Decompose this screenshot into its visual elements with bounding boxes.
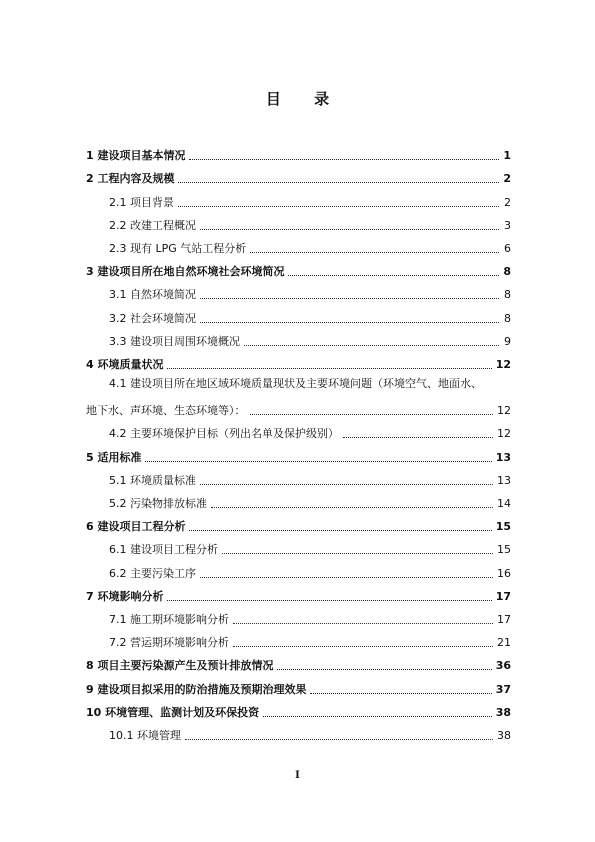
dot-leader — [185, 739, 493, 740]
toc-entry-label-line1: 4.1 建设项目所在地区域环境质量现状及主要环境问题（环境空气、地面水、 — [109, 376, 482, 390]
toc-entry-label: 5.1 环境质量标准 — [109, 473, 196, 487]
toc-entry-label: 3.2 社会环境简况 — [109, 311, 196, 325]
toc-entry-label: 2.1 项目背景 — [109, 195, 174, 209]
dot-leader — [200, 229, 499, 230]
toc-entry-label: 6.2 主要污染工序 — [109, 566, 196, 580]
dot-leader — [145, 461, 491, 462]
toc-entry-page: 2 — [504, 195, 511, 209]
dot-leader — [250, 252, 499, 253]
toc-entry[interactable] — [86, 372, 511, 418]
table-of-contents — [86, 140, 511, 743]
toc-entry-line2 — [86, 395, 511, 418]
toc-entry-page: 12 — [497, 404, 511, 418]
toc-entry-label: 2 工程内容及规模 — [86, 172, 175, 186]
toc-entry-page: 8 — [503, 265, 511, 279]
toc-entry[interactable] — [86, 233, 511, 256]
toc-entry-label: 1 建设项目基本情况 — [86, 149, 186, 163]
dot-leader — [233, 623, 493, 624]
toc-entry-page: 3 — [504, 218, 511, 232]
toc-entry-page: 8 — [504, 288, 511, 302]
dot-leader — [222, 553, 493, 554]
dot-leader — [244, 345, 499, 346]
dot-leader — [310, 693, 491, 694]
toc-entry[interactable] — [86, 604, 511, 627]
toc-title: 目 录 — [265, 90, 344, 108]
toc-entry-label: 3 建设项目所在地自然环境社会环境简况 — [86, 265, 285, 279]
toc-entry[interactable] — [86, 140, 511, 163]
toc-entry-page: 1 — [503, 149, 511, 163]
toc-entry-page: 13 — [497, 473, 511, 487]
toc-entry-label: 7.1 施工期环境影响分析 — [109, 612, 229, 626]
toc-entry-page: 16 — [497, 566, 511, 580]
toc-entry-page: 21 — [497, 636, 511, 650]
toc-entry-page: 38 — [497, 728, 511, 742]
dot-leader — [189, 530, 491, 531]
dot-leader — [288, 275, 499, 276]
toc-entry[interactable] — [86, 650, 511, 673]
toc-entry-label: 5 适用标准 — [86, 450, 142, 464]
toc-entry-page: 12 — [497, 427, 511, 441]
toc-entry-page: 15 — [497, 543, 511, 557]
toc-entry[interactable] — [86, 441, 511, 464]
toc-entry-label: 10.1 环境管理 — [109, 728, 181, 742]
toc-entry-page: 37 — [495, 682, 511, 696]
toc-entry-label: 5.2 污染物排放标准 — [109, 497, 207, 511]
toc-entry-label: 3.3 建设项目周围环境概况 — [109, 334, 240, 348]
toc-entry-page: 8 — [504, 311, 511, 325]
dot-leader — [200, 484, 493, 485]
toc-entry[interactable] — [86, 302, 511, 325]
toc-entry-label: 4 环境质量状况 — [86, 357, 164, 371]
dot-leader — [343, 437, 493, 438]
dot-leader — [263, 716, 492, 717]
toc-entry-label: 2.3 现有 LPG 气站工程分析 — [109, 241, 247, 255]
dot-leader — [277, 669, 491, 670]
toc-entry[interactable] — [86, 279, 511, 302]
toc-entry-label: 2.2 改建工程概况 — [109, 218, 196, 232]
toc-entry-label: 8 项目主要污染源产生及预计排放情况 — [86, 659, 274, 673]
dot-leader — [178, 182, 499, 183]
toc-entry-page: 12 — [495, 357, 511, 371]
toc-entry[interactable] — [86, 511, 511, 534]
page-number: I — [295, 770, 300, 781]
toc-entry-label-line2: 地下水、声环境、生态环境等）： — [86, 404, 246, 418]
toc-entry[interactable] — [86, 488, 511, 511]
toc-entry[interactable] — [86, 627, 511, 650]
toc-entry[interactable] — [86, 349, 511, 372]
toc-entry-label: 7.2 营运期环境影响分析 — [109, 636, 229, 650]
toc-entry-label: 7 环境影响分析 — [86, 589, 164, 603]
toc-entry-page: 6 — [504, 241, 511, 255]
toc-entry[interactable] — [86, 581, 511, 604]
toc-entry-page: 2 — [503, 172, 511, 186]
toc-entry[interactable] — [86, 186, 511, 209]
dot-leader — [167, 600, 491, 601]
toc-entry-page: 9 — [504, 334, 511, 348]
toc-entry[interactable] — [86, 210, 511, 233]
toc-entry-label: 10 环境管理、监测计划及环保投资 — [86, 705, 260, 719]
toc-entry-label: 9 建设项目拟采用的防治措施及预期治理效果 — [86, 682, 307, 696]
toc-entry[interactable] — [86, 534, 511, 557]
toc-entry-label: 3.1 自然环境简况 — [109, 288, 196, 302]
toc-entry[interactable] — [86, 256, 511, 279]
dot-leader — [200, 577, 493, 578]
toc-entry-label: 6.1 建设项目工程分析 — [109, 543, 218, 557]
toc-entry[interactable] — [86, 465, 511, 488]
toc-entry[interactable] — [86, 720, 511, 743]
toc-entry[interactable] — [86, 163, 511, 186]
toc-entry-page: 14 — [497, 497, 511, 511]
toc-entry-label: 6 建设项目工程分析 — [86, 520, 186, 534]
toc-entry-page: 36 — [495, 659, 511, 673]
toc-entry-page: 17 — [497, 612, 511, 626]
dot-leader — [178, 206, 499, 207]
toc-entry-page: 15 — [495, 520, 511, 534]
toc-entry-page: 17 — [495, 589, 511, 603]
toc-entry[interactable] — [86, 673, 511, 696]
toc-entry[interactable] — [86, 697, 511, 720]
dot-leader — [167, 368, 491, 369]
toc-entry-page: 13 — [495, 450, 511, 464]
toc-entry-page: 38 — [495, 705, 511, 719]
dot-leader — [200, 298, 499, 299]
dot-leader — [250, 414, 494, 415]
toc-entry[interactable] — [86, 557, 511, 580]
dot-leader — [200, 322, 499, 323]
toc-entry-label: 4.2 主要环境保护目标（列出名单及保护级别） — [109, 427, 339, 441]
dot-leader — [189, 159, 499, 160]
toc-entry[interactable] — [86, 326, 511, 349]
dot-leader — [211, 507, 493, 508]
toc-entry[interactable] — [86, 418, 511, 441]
dot-leader — [233, 646, 493, 647]
